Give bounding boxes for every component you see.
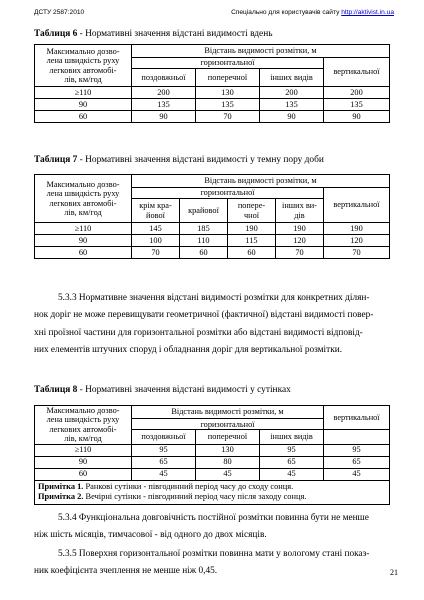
- table-row: 60 70 60 60 70 70: [35, 247, 390, 259]
- table7-sub-header: крайової: [180, 199, 228, 223]
- table7-caption: Таблиця 7 - Нормативні значення відстані видимості у темну пору доби: [34, 155, 324, 165]
- table-row: ≥110 95 130 95 95: [35, 444, 390, 456]
- table7: [34, 174, 390, 259]
- note-2: Примітка 2. Вечірні сутінки - півгодинний період часу після заходу сонця.: [38, 492, 307, 502]
- table-row: ≥110 145 185 190 190 190: [35, 223, 390, 235]
- table6-horizontal-header: горизонтальної: [132, 58, 324, 69]
- table8-distance-header: Відстань видимості розмітки, м: [132, 406, 324, 419]
- table-row: 60 90 70 90 90: [35, 111, 390, 123]
- table8-caption: Таблиця 8 - Нормативні значення відстані видимості у сутінках: [34, 385, 291, 395]
- table6-distance-header: Відстань видимості розмітки, м: [132, 45, 390, 58]
- paragraph-5-3-5: 5.3.5 Поверхня горизонтальної розмітки повинна мати у вологому стані показ- ник коефіцієнта зчеплення не менше ніж 0,45.: [34, 549, 370, 577]
- paragraph-5-3-4: 5.3.4 Функціональна довговічність постійної розмітки повинна бути не менше ніж шість місяців, тимчасової - від одного до двох місяців.: [34, 513, 369, 541]
- table7-vertical-header: вертикальної: [324, 188, 390, 223]
- paragraph-5-3-3: 5.3.3 Нормативне значення відстані видимості розмітки для конкретних ділян- нок доріг не може перевищувати геометричної (фактичної) відстані видимості повер- хні проїзної частини для горизонтальної розмітки або відстані видимості відповід- них елементів штучних споруд і обладнання доріг для вертикальної розмітки.: [34, 293, 374, 355]
- table8-sub-header: поздовжньої: [132, 430, 196, 444]
- table8: [34, 405, 390, 505]
- table6-sub-header: поздовжньої: [132, 69, 196, 87]
- table8-horizontal-header: горизонтальної: [132, 419, 324, 430]
- page-header: [34, 9, 394, 19]
- table8-notes: [35, 480, 390, 504]
- table7-distance-header: Відстань видимості розмітки, м: [132, 175, 390, 188]
- table-row: 90 65 80 65 65: [35, 456, 390, 468]
- table7-sub-header: інших ви- дів: [276, 199, 324, 223]
- table7-horizontal-header: горизонтальної: [132, 188, 324, 199]
- document-code: ДСТУ 2587:2010: [34, 9, 85, 16]
- table7-sub-header: попере- чної: [228, 199, 276, 223]
- table-row: ≥110 200 130 200 200: [35, 87, 390, 99]
- page-number: 21: [390, 568, 398, 577]
- table6-speed-header: Максимально дозво- лена швидкість руху легкових автомобі- лів, км/год: [35, 45, 132, 87]
- table8-sub-header: поперечної: [196, 430, 260, 444]
- header-note: Спеціально для користувачів сайту http://aktivist.in.ua: [231, 9, 394, 16]
- table-row: 90 100 110 115 120 120: [35, 235, 390, 247]
- table-row: 60 45 45 45 45: [35, 468, 390, 480]
- site-link[interactable]: http://aktivist.in.ua: [341, 9, 394, 16]
- note-1: Примітка 1. Ранкові сутінки - півгодинний період часу до сходу сонця.: [38, 481, 294, 491]
- table7-sub-header: крім кра- йової: [132, 199, 180, 223]
- table6: [34, 44, 390, 123]
- table8-sub-header: інших видів: [260, 430, 324, 444]
- table8-vertical-header: вертикальної: [324, 406, 390, 430]
- table8-sub-header: [324, 430, 390, 444]
- table6-sub-header: поперечної: [196, 69, 260, 87]
- table6-sub-header: інших видів: [260, 69, 324, 87]
- table6-vertical-header: вертикальної: [324, 58, 390, 87]
- table6-caption: Таблиця 6 - Нормативні значення відстані видимості вдень: [34, 29, 273, 39]
- table7-speed-header: Максимально дозво- лена швидкість руху легкових автомобі- лів, км/год: [35, 175, 132, 223]
- table-row: 90 135 135 135 135: [35, 99, 390, 111]
- table8-speed-header: Максимально дозво- лена швидкість руху легкових автомобі- лів, км/год: [35, 406, 132, 445]
